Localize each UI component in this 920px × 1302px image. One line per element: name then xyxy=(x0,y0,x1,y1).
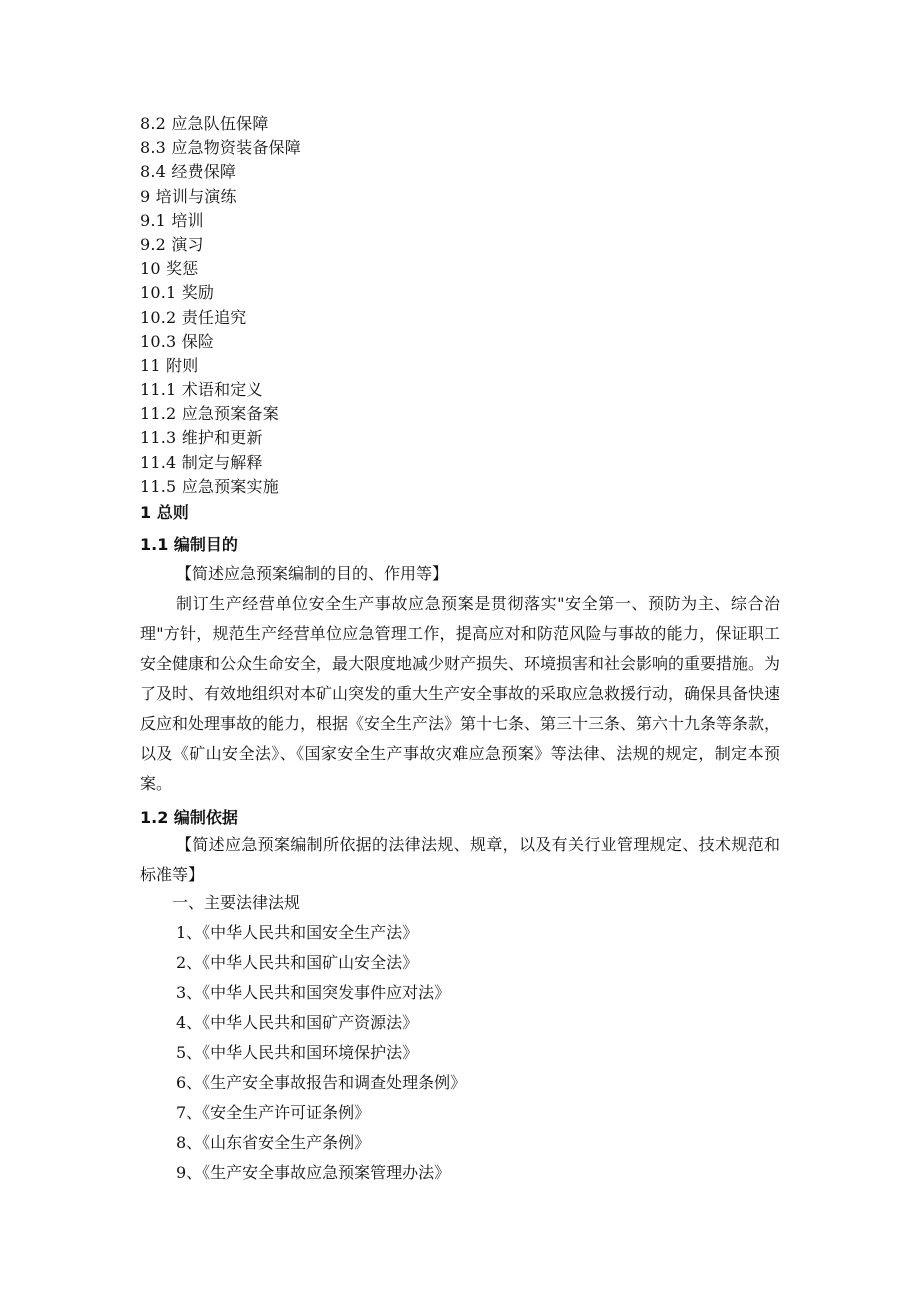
laws-list xyxy=(172,888,467,1188)
list-heading: 一、主要法律法规 xyxy=(172,893,301,912)
list-item: 6、《生产安全事故报告和调查处理条例》 xyxy=(176,1073,467,1092)
toc-item: 10 奖惩 xyxy=(140,259,199,279)
toc-item: 11.5 应急预案实施 xyxy=(140,476,279,496)
list-item: 3、《中华人民共和国突发事件应对法》 xyxy=(176,983,451,1002)
list-item: 5、《中华人民共和国环境保护法》 xyxy=(176,1043,419,1062)
toc-item: 11.1 术语和定义 xyxy=(140,380,263,400)
toc-item: 9.1 培训 xyxy=(140,210,204,230)
toc-item: 11.3 维护和更新 xyxy=(140,428,263,448)
toc-item: 8.3 应急物资装备保障 xyxy=(140,138,301,158)
toc-item: 10.3 保险 xyxy=(140,331,215,351)
list-item: 7、《安全生产许可证条例》 xyxy=(176,1103,371,1122)
section-heading: 1 总则 xyxy=(140,503,189,522)
subsection-heading: 1.2 编制依据 xyxy=(140,808,238,827)
list-item: 9、《生产安全事故应急预案管理办法》 xyxy=(176,1163,451,1182)
toc-item: 11 附则 xyxy=(140,355,199,375)
toc-item: 11.4 制定与解释 xyxy=(140,452,263,472)
list-item: 4、《中华人民共和国矿产资源法》 xyxy=(176,1013,419,1032)
toc-item: 9 培训与演练 xyxy=(140,186,237,206)
toc-item: 8.4 经费保障 xyxy=(140,162,237,182)
body-paragraph: 制订生产经营单位安全生产事故应急预案是贯彻落实"安全第一、预防为主、综合治理"方针，规范生产经营单位应急管理工作，提高应对和防范风险与事故的能力，保证职工安全健康和公众生命安全，最大限度地减少财产损失、环境损害和社会影响的重要措施。为了及时、有效地组织对本矿山突发的重大生产安全事故的采取应急救援行动，确保具备快速反应和处理事故的能力，根据《安全生产法》第十七条、第三十三条、第六十九条等条款，以及《矿山安全法》、《国家安全生产事故灾难应急预案》等法律、法规的规定，制定本预案。 xyxy=(140,594,781,793)
toc-item: 10.1 奖励 xyxy=(140,283,215,303)
subsection-heading: 1.1 编制目的 xyxy=(140,535,238,554)
toc-item: 9.2 演习 xyxy=(140,234,204,254)
table-of-contents xyxy=(140,112,301,499)
toc-item: 8.2 应急队伍保障 xyxy=(140,114,269,133)
list-item: 2、《中华人民共和国矿山安全法》 xyxy=(176,953,419,972)
list-item: 8、《山东省安全生产条例》 xyxy=(176,1133,371,1152)
list-item: 1、《中华人民共和国安全生产法》 xyxy=(176,923,419,942)
editor-note: 【简述应急预案编制所依据的法律法规、规章，以及有关行业管理规定、技术规范和标准等】 xyxy=(140,835,780,884)
toc-item: 11.2 应急预案备案 xyxy=(140,404,279,424)
editor-note: 【简述应急预案编制的目的、作用等】 xyxy=(176,564,449,583)
toc-item: 10.2 责任追究 xyxy=(140,307,247,327)
